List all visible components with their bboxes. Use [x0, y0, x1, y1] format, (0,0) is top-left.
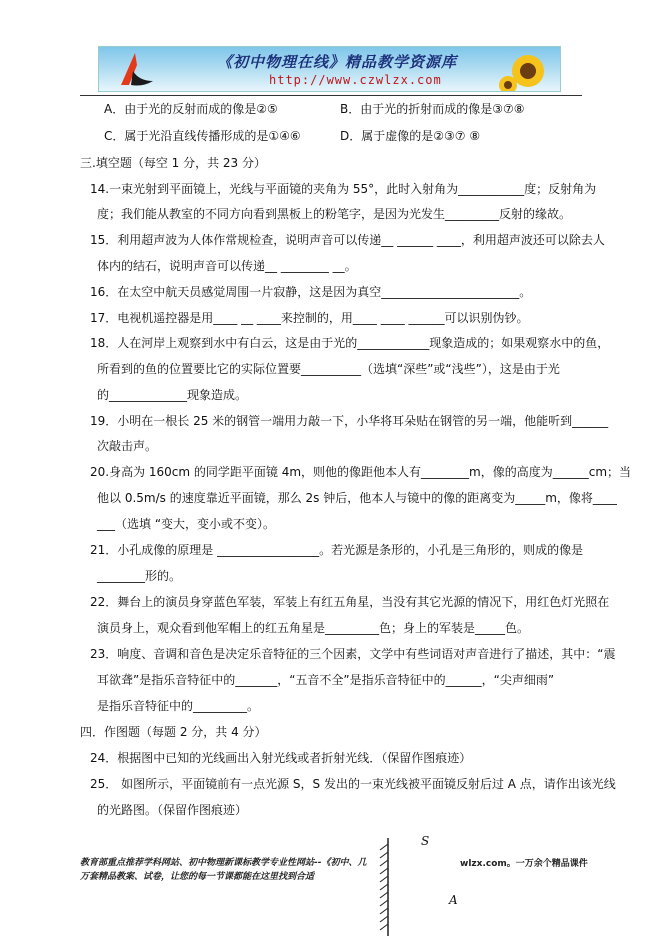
question-18-line-3: 的_____________现象造成。: [97, 388, 248, 402]
question-15-line-2: 体内的结石，说明声音可以传递__ ________ __。: [97, 259, 357, 273]
section-heading-fill: 三.填空题（每空 1 分，共 23 分）: [80, 156, 266, 170]
option-c: C．属于光沿直线传播形成的是①④⑥: [104, 129, 301, 143]
option-a: A．由于光的反射而成的像是②⑤: [104, 102, 278, 116]
question-21-line-1: 21．小孔成像的原理是 _________________。若光源是条形的，小孔是三角形的，则成的像是: [90, 543, 584, 557]
question-25-line-1: 25． 如图所示，平面镜前有一点光源 S，S 发出的一束光线被平面镜反射后过 A 点，请作出该光线: [90, 777, 616, 791]
question-20-line-2: 他以 0.5m/s 的速度靠近平面镜，那么 2s 钟后，他本人与镜中的像的距离变为_____m，像将____: [97, 491, 617, 505]
question-17: 17．电视机遥控器是用____ __ ____来控制的，用____ ____ ______可以识别伪钞。: [90, 311, 529, 325]
header-divider: [80, 95, 582, 96]
logo-icon: [113, 51, 157, 89]
question-20-line-3: ___（选填 “变大，变小或不变）。: [97, 517, 276, 531]
footer-right-text: wlzx.com。一万余个精品课件: [460, 859, 588, 869]
question-20-line-1: 20.身高为 160cm 的同学距平面镜 4m，则他的像距他本人有________m，像的高度为______cm；当: [90, 465, 632, 479]
question-22-line-2: 演员身上，观众看到他军帽上的红五角星是_________色；身上的军装是_____色。: [97, 621, 530, 635]
question-19-line-2: 次敲击声。: [97, 439, 158, 453]
point-s-label: S: [421, 834, 430, 848]
question-23-line-3: 是指乐音特征中的_________。: [97, 699, 260, 713]
banner-url[interactable]: http://www.czwlzx.com: [269, 73, 442, 87]
question-18-line-2: 所看到的鱼的位置要比它的实际位置要__________（选填“深些”或“浅些”），这是由于光: [97, 362, 560, 376]
question-24: 24．根据图中已知的光线画出入射光线或者折射光线．（保留作图痕迹）: [90, 751, 472, 765]
footer-left-text: 教育部重点推荐学科网站、初中物理新课标教学专业性网站--《初中、几万套精品教案、试卷，让您的每一节课都能在这里找到合适: [80, 858, 367, 882]
question-15-line-1: 15．利用超声波为人体作常规检查，说明声音可以传递__ ______ ____，利用超声波还可以除去人: [90, 233, 605, 247]
plane-mirror: [378, 838, 392, 936]
question-23-line-1: 23．响度、音调和音色是决定乐音特征的三个因素，文学中有些词语对声音进行了描述，其中：“震: [90, 647, 616, 661]
option-b: B．由于光的折射而成的像是③⑦⑧: [340, 102, 525, 116]
point-a-label: A: [449, 893, 458, 907]
banner-title: 《初中物理在线》精品教学资源库: [217, 53, 458, 71]
question-19-line-1: 19．小明在一根长 25 米的钢管一端用力敲一下，小华将耳朵贴在钢管的另一端，他能听到______: [90, 414, 609, 428]
question-14-line-1: 14.一束光射到平面镜上，光线与平面镜的夹角为 55°，此时入射角为___________度；反射角为: [90, 182, 597, 196]
sunflower-icon: [496, 47, 556, 92]
section-heading-drawing: 四．作图题（每题 2 分，共 4 分）: [80, 725, 267, 739]
question-18-line-1: 18．人在河岸上观察到水中有白云，这是由于光的____________现象造成的；如果观察水中的鱼，: [90, 336, 610, 350]
question-23-line-2: 耳欲聋”是指乐音特征中的_______，“五音不全”是指乐音特征中的______，“尖声细雨”: [97, 673, 555, 687]
question-14-line-2: 度；我们能从教室的不同方向看到黑板上的粉笔字，是因为光发生_________反射的缘故。: [97, 207, 572, 221]
question-22-line-1: 22．舞台上的演员身穿蓝色军装，军装上有红五角星，当没有其它光源的情况下，用红色灯光照在: [90, 595, 610, 609]
question-16: 16．在太空中航天员感觉周围一片寂静，这是因为真空_______________________。: [90, 285, 532, 299]
question-21-line-2: ________形的。: [97, 569, 182, 583]
option-d: D．属于虚像的是②③⑦ ⑧: [340, 129, 481, 143]
header-banner: [98, 46, 561, 92]
question-25-line-2: 的光路图。（保留作图痕迹）: [97, 803, 248, 817]
